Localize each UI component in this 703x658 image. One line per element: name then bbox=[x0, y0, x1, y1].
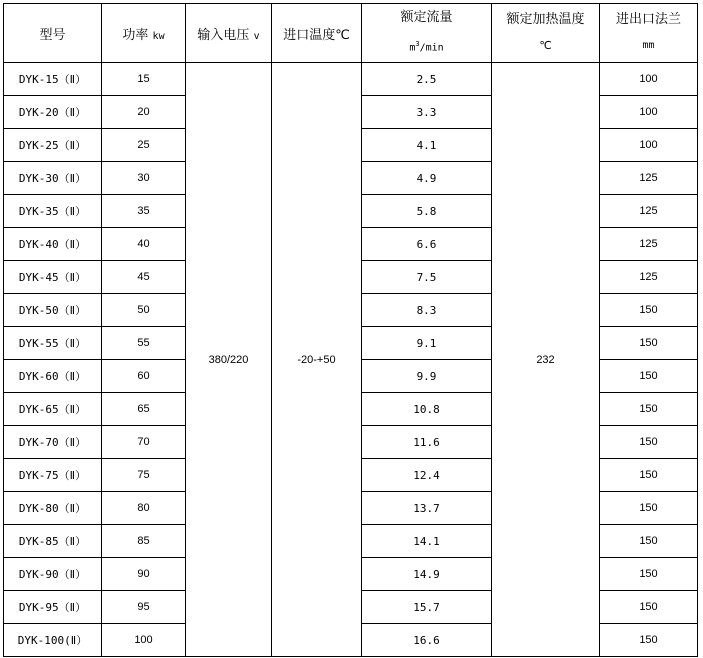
cell-flow: 8.3 bbox=[362, 294, 492, 327]
cell-heating-temp: 232 bbox=[492, 63, 600, 657]
cell-power: 45 bbox=[102, 261, 186, 294]
cell-power: 65 bbox=[102, 393, 186, 426]
cell-model: DYK-75（Ⅱ） bbox=[4, 459, 102, 492]
header-flange-unit: mm bbox=[642, 40, 655, 51]
header-inlet-temp-label: 进口温度℃ bbox=[283, 27, 350, 43]
cell-flange: 150 bbox=[600, 492, 698, 525]
header-flow bbox=[362, 4, 492, 63]
cell-model: DYK-90（Ⅱ） bbox=[4, 558, 102, 591]
cell-power: 20 bbox=[102, 96, 186, 129]
cell-flow: 14.1 bbox=[362, 525, 492, 558]
cell-flange: 100 bbox=[600, 63, 698, 96]
header-flow-unit bbox=[362, 36, 491, 56]
cell-flow: 14.9 bbox=[362, 558, 492, 591]
header-flange-label: 进出口法兰 bbox=[615, 12, 681, 27]
cell-model: DYK-85（Ⅱ） bbox=[4, 525, 102, 558]
header-heating-temp-label: 额定加热温度 bbox=[506, 12, 585, 27]
cell-flange: 150 bbox=[600, 624, 698, 657]
cell-flange: 150 bbox=[600, 525, 698, 558]
cell-power: 25 bbox=[102, 129, 186, 162]
cell-flange: 150 bbox=[600, 360, 698, 393]
cell-inlet-temp: -20-+50 bbox=[272, 63, 362, 657]
cell-flange: 150 bbox=[600, 426, 698, 459]
cell-model: DYK-55（Ⅱ） bbox=[4, 327, 102, 360]
cell-flow: 11.6 bbox=[362, 426, 492, 459]
cell-model: DYK-100(Ⅱ） bbox=[4, 624, 102, 657]
header-flow-unit-base: m bbox=[409, 42, 416, 54]
cell-model: DYK-50（Ⅱ） bbox=[4, 294, 102, 327]
cell-flange: 125 bbox=[600, 228, 698, 261]
cell-model: DYK-15（Ⅱ） bbox=[4, 63, 102, 96]
cell-flow: 7.5 bbox=[362, 261, 492, 294]
cell-flow: 9.9 bbox=[362, 360, 492, 393]
cell-flow: 15.7 bbox=[362, 591, 492, 624]
cell-power: 80 bbox=[102, 492, 186, 525]
cell-flow: 16.6 bbox=[362, 624, 492, 657]
cell-power: 55 bbox=[102, 327, 186, 360]
cell-power: 95 bbox=[102, 591, 186, 624]
spec-table bbox=[3, 3, 698, 657]
cell-model: DYK-65（Ⅱ） bbox=[4, 393, 102, 426]
cell-flow: 4.9 bbox=[362, 162, 492, 195]
cell-flow: 13.7 bbox=[362, 492, 492, 525]
cell-flange: 125 bbox=[600, 162, 698, 195]
cell-model: DYK-60（Ⅱ） bbox=[4, 360, 102, 393]
cell-flow: 10.8 bbox=[362, 393, 492, 426]
cell-flow: 9.1 bbox=[362, 327, 492, 360]
cell-flange: 125 bbox=[600, 261, 698, 294]
cell-flange: 150 bbox=[600, 459, 698, 492]
header-row bbox=[4, 4, 698, 63]
cell-power: 50 bbox=[102, 294, 186, 327]
table-row bbox=[4, 63, 698, 96]
cell-power: 100 bbox=[102, 624, 186, 657]
cell-flange: 100 bbox=[600, 129, 698, 162]
header-voltage-label: 输入电压 bbox=[197, 27, 250, 43]
cell-flow: 4.1 bbox=[362, 129, 492, 162]
header-model bbox=[4, 4, 102, 63]
cell-flow: 5.8 bbox=[362, 195, 492, 228]
cell-flange: 150 bbox=[600, 591, 698, 624]
cell-flow: 12.4 bbox=[362, 459, 492, 492]
header-model-label: 型号 bbox=[39, 27, 66, 43]
header-flange bbox=[600, 4, 698, 63]
header-flow-unit-exp: 3 bbox=[415, 39, 420, 48]
cell-flange: 125 bbox=[600, 195, 698, 228]
cell-power: 60 bbox=[102, 360, 186, 393]
cell-model: DYK-35（Ⅱ） bbox=[4, 195, 102, 228]
cell-power: 90 bbox=[102, 558, 186, 591]
cell-model: DYK-40（Ⅱ） bbox=[4, 228, 102, 261]
header-flow-label: 额定流量 bbox=[400, 9, 453, 25]
cell-flow: 6.6 bbox=[362, 228, 492, 261]
cell-power: 15 bbox=[102, 63, 186, 96]
cell-power: 35 bbox=[102, 195, 186, 228]
header-power-label: 功率 bbox=[122, 27, 149, 43]
cell-model: DYK-70（Ⅱ） bbox=[4, 426, 102, 459]
cell-flow: 3.3 bbox=[362, 96, 492, 129]
cell-model: DYK-20（Ⅱ） bbox=[4, 96, 102, 129]
cell-power: 30 bbox=[102, 162, 186, 195]
header-inlet-temp bbox=[272, 4, 362, 63]
cell-model: DYK-95（Ⅱ） bbox=[4, 591, 102, 624]
header-voltage-unit: v bbox=[253, 30, 260, 42]
cell-power: 70 bbox=[102, 426, 186, 459]
cell-flow: 2.5 bbox=[362, 63, 492, 96]
header-power bbox=[102, 4, 186, 63]
table-body bbox=[4, 4, 698, 657]
cell-flange: 150 bbox=[600, 393, 698, 426]
header-power-unit: kw bbox=[152, 30, 165, 42]
cell-model: DYK-80（Ⅱ） bbox=[4, 492, 102, 525]
cell-power: 85 bbox=[102, 525, 186, 558]
cell-voltage: 380/220 bbox=[186, 63, 272, 657]
cell-flange: 150 bbox=[600, 294, 698, 327]
cell-model: DYK-25（Ⅱ） bbox=[4, 129, 102, 162]
cell-power: 75 bbox=[102, 459, 186, 492]
header-flow-unit-rest: /min bbox=[419, 42, 444, 54]
cell-flange: 100 bbox=[600, 96, 698, 129]
header-voltage bbox=[186, 4, 272, 63]
header-heating-temp-unit: ℃ bbox=[539, 39, 552, 52]
cell-power: 40 bbox=[102, 228, 186, 261]
cell-flange: 150 bbox=[600, 327, 698, 360]
cell-flange: 150 bbox=[600, 558, 698, 591]
cell-model: DYK-30（Ⅱ） bbox=[4, 162, 102, 195]
header-heating-temp bbox=[492, 4, 600, 63]
cell-model: DYK-45（Ⅱ） bbox=[4, 261, 102, 294]
